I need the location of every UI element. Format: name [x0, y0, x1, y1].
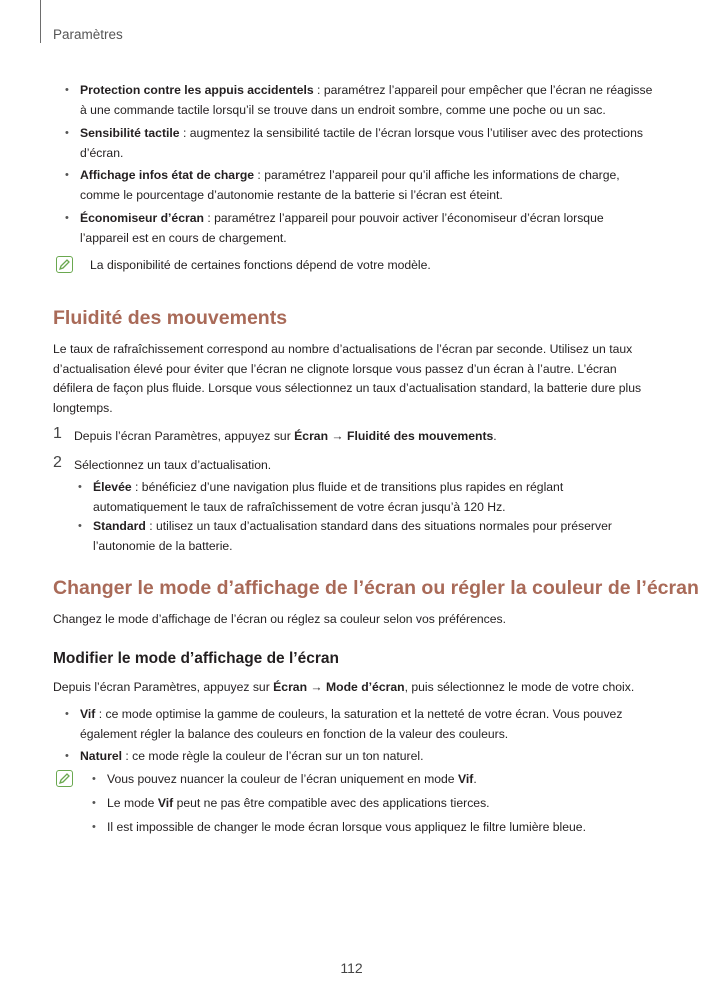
term: Vif: [457, 772, 474, 786]
note-pencil-icon: [56, 770, 73, 787]
subsection-title: Modifier le mode d’affichage de l’écran: [53, 650, 339, 667]
text: à une commande tactile lorsqu’il se trouve dans un endroit sombre, comme une poche ou un sac.: [80, 102, 606, 117]
text: d’écran.: [80, 145, 124, 160]
term: Mode d’écran: [326, 680, 405, 694]
note-pencil-icon: [56, 256, 73, 273]
term: Fluidité des mouvements: [347, 429, 494, 443]
bullet-dot-icon: •: [78, 520, 82, 532]
term: Sensibilité tactile: [80, 126, 180, 140]
bullet-dot-icon: •: [65, 708, 69, 720]
text: Depuis l’écran Paramètres, appuyez sur: [74, 429, 295, 443]
bullet-dot-icon: •: [65, 212, 69, 224]
header-title: Paramètres: [53, 27, 123, 42]
step-number: 2: [53, 454, 62, 471]
text: longtemps.: [53, 400, 113, 415]
bullet-dot-icon: •: [92, 773, 96, 785]
term: Économiseur d’écran: [80, 211, 204, 225]
step-text: Sélectionnez un taux d’actualisation.: [74, 458, 272, 472]
section-intro: Changez le mode d’affichage de l’écran ou réglez sa couleur selon vos préférences.: [53, 612, 507, 626]
text: : paramétrez l’appareil pour empêcher que l’écran ne réagisse: [313, 83, 653, 97]
header-rule: [40, 0, 41, 43]
text: l’appareil est en cours de chargement.: [80, 230, 287, 245]
term: Écran: [294, 429, 329, 443]
note-item: [92, 770, 477, 790]
list-item: [65, 209, 604, 248]
arrow: →: [307, 680, 326, 694]
step-number: 1: [53, 425, 62, 442]
list-item: [78, 517, 612, 556]
text: également régler la balance des couleurs en fonction de la valeur des couleurs.: [80, 726, 509, 741]
text: l’autonomie de la batterie.: [93, 538, 233, 553]
text: : ce mode règle la couleur de l’écran sur un ton naturel.: [122, 749, 424, 763]
list-item: [78, 478, 564, 517]
note-text: La disponibilité de certaines fonctions dépend de votre modèle.: [90, 258, 431, 272]
section-title: Fluidité des mouvements: [53, 307, 288, 329]
text: , puis sélectionnez le mode de votre choix.: [404, 680, 635, 694]
page-number: 112: [340, 960, 363, 976]
list-item: [65, 124, 643, 163]
bullet-dot-icon: •: [65, 84, 69, 96]
text: : ce mode optimise la gamme de couleurs, la saturation et la netteté de votre écran. Vous pouvez: [95, 707, 623, 721]
text: : paramétrez l’appareil pour pouvoir activer l’économiseur d’écran lorsque: [203, 211, 604, 225]
text: .: [473, 772, 477, 786]
list-item: [65, 705, 623, 744]
term: Affichage infos état de charge: [80, 168, 255, 182]
text: automatiquement le taux de rafraîchissement de votre écran jusqu’à 120 Hz.: [93, 499, 506, 514]
text: Le mode: [107, 796, 158, 810]
section-intro: [53, 340, 653, 418]
list-item: [65, 81, 653, 120]
text: : augmentez la sensibilité tactile de l’écran lorsque vous l’utiliser avec des protections: [179, 126, 643, 140]
note-item: [92, 818, 586, 838]
bullet-dot-icon: •: [65, 127, 69, 139]
text: Il est impossible de changer le mode écran lorsque vous appliquez le filtre lumière bleue.: [107, 820, 586, 834]
text: .: [493, 429, 497, 443]
bullet-dot-icon: •: [92, 821, 96, 833]
text: Depuis l’écran Paramètres, appuyez sur: [53, 680, 274, 694]
bullet-dot-icon: •: [78, 481, 82, 493]
term: Naturel: [80, 749, 122, 763]
text: : bénéficiez d’une navigation plus fluide et de transitions plus rapides en réglant: [131, 480, 564, 494]
bullet-dot-icon: •: [92, 797, 96, 809]
list-item: [65, 166, 620, 205]
term: Vif: [80, 707, 96, 721]
bullet-dot-icon: •: [65, 750, 69, 762]
term: Écran: [273, 680, 308, 694]
bullet-dot-icon: •: [65, 169, 69, 181]
term: Standard: [93, 519, 146, 533]
text: comme le pourcentage d’autonomie restante de la batterie si l’écran est éteint.: [80, 187, 503, 202]
text: peut ne pas être compatible avec des applications tierces.: [173, 796, 490, 810]
text: : utilisez un taux d’actualisation standard dans des situations normales pour préserver: [145, 519, 612, 533]
term: Élevée: [93, 480, 132, 494]
list-item: [65, 747, 424, 767]
text: défilera de façon plus fluide. Lorsque vous sélectionnez un taux d’actualisation standard, la batterie dure plus: [53, 381, 642, 395]
term: Protection contre les appuis accidentels: [80, 83, 314, 97]
note-item: [92, 794, 490, 814]
section-title: Changer le mode d’affichage de l’écran ou régler la couleur de l’écran: [53, 577, 699, 599]
text: Vous pouvez nuancer la couleur de l’écran uniquement en mode: [107, 772, 458, 786]
step-text: [74, 427, 497, 447]
text: Le taux de rafraîchissement correspond au nombre d’actualisations de l’écran par seconde. Utilisez un taux: [53, 342, 633, 356]
text: : paramétrez l’appareil pour qu’il affiche les informations de charge,: [254, 168, 620, 182]
instruction: [53, 678, 634, 698]
text: d’actualisation élevé pour éviter que l’écran ne clignote lorsque vous passez d’un écran à l’autre. L’écran: [53, 361, 617, 376]
arrow: →: [328, 429, 347, 443]
term: Vif: [157, 796, 174, 810]
